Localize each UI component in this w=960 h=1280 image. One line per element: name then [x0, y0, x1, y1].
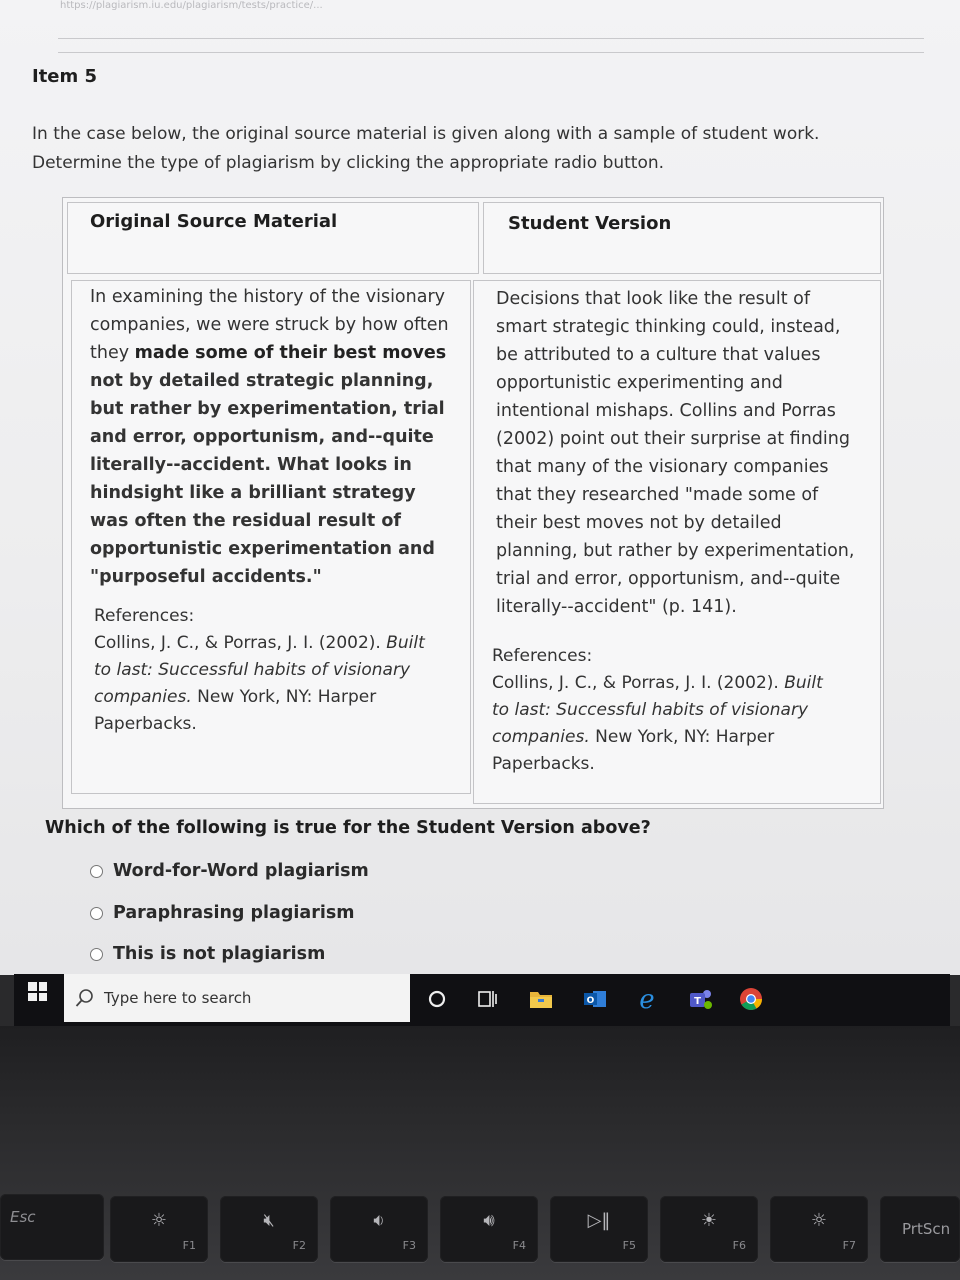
item-title: Item 5 — [32, 66, 98, 87]
key-f2[interactable] — [220, 1196, 318, 1262]
reference-line: Paperbacks. — [492, 754, 595, 774]
key-f6[interactable] — [660, 1196, 758, 1262]
key-prtscn[interactable] — [880, 1196, 960, 1262]
original-references — [94, 603, 464, 738]
original-line-bold: opportunistic experimentation and — [90, 539, 435, 559]
original-line-bold: hindsight like a brilliant strategy — [90, 483, 416, 503]
outlook-icon[interactable] — [580, 984, 610, 1014]
original-passage — [90, 283, 470, 591]
key-f1[interactable] — [110, 1196, 208, 1262]
divider — [58, 38, 924, 39]
reference-line — [492, 670, 876, 697]
student-line: their best moves not by detailed — [496, 513, 782, 533]
reference-line — [94, 657, 464, 684]
play-pause-icon: ▷‖ — [587, 1210, 611, 1231]
key-label: F7 — [842, 1239, 856, 1252]
radio-button[interactable] — [90, 948, 103, 961]
student-header-cell — [483, 202, 881, 274]
search-placeholder: Type here to search — [104, 989, 252, 1007]
option-label: Paraphrasing plagiarism — [113, 903, 355, 923]
windows-taskbar — [14, 974, 950, 1026]
reference-title: Built — [784, 673, 823, 693]
student-header: Student Version — [508, 213, 672, 234]
key-label: F3 — [402, 1239, 416, 1252]
volume-down-icon: 🔉︎ — [373, 1210, 385, 1231]
key-label: F6 — [732, 1239, 746, 1252]
student-line: literally--accident" (p. 141). — [496, 597, 737, 617]
teams-icon[interactable] — [686, 984, 716, 1014]
original-line: In examining the history of the visionary — [90, 287, 445, 307]
cortana-icon[interactable] — [422, 984, 452, 1014]
key-esc[interactable] — [0, 1194, 104, 1260]
student-line: planning, but rather by experimentation, — [496, 541, 855, 561]
divider — [58, 52, 924, 53]
key-f7[interactable] — [770, 1196, 868, 1262]
task-view-icon[interactable] — [472, 984, 502, 1014]
key-label: F1 — [182, 1239, 196, 1252]
student-line: trial and error, opportunism, and--quite — [496, 569, 841, 589]
reference-line — [94, 684, 464, 711]
references-label: References: — [492, 646, 593, 666]
reference-line — [492, 697, 876, 724]
original-line-bold: and error, opportunism, and--quite — [90, 427, 434, 447]
original-line-bold: "purposeful accidents." — [90, 567, 322, 587]
reference-author: Collins, J. C., & Porras, J. I. (2002). — [492, 673, 785, 693]
instructions-line-2: Determine the type of plagiarism by clicking the appropriate radio button. — [32, 153, 665, 173]
windows-start-icon[interactable] — [28, 982, 48, 1002]
key-label: F4 — [512, 1239, 526, 1252]
original-line — [90, 339, 470, 367]
mute-icon: 🔇︎ — [263, 1210, 275, 1231]
original-line-bold: was often the residual result of — [90, 511, 401, 531]
reference-line — [492, 724, 876, 751]
option-word-for-word[interactable] — [90, 861, 369, 881]
brightness-low-icon: ☀ — [700, 1210, 718, 1231]
reference-line: Paperbacks. — [94, 714, 197, 734]
student-line: be attributed to a culture that values — [496, 345, 821, 365]
original-line: companies, we were struck by how often — [90, 315, 449, 335]
reference-title: Built — [386, 633, 425, 653]
student-text-cell — [473, 280, 881, 804]
svg-text:T: T — [694, 996, 701, 1007]
reference-title: companies. — [94, 687, 192, 707]
original-text-cell — [71, 280, 471, 794]
option-paraphrasing[interactable] — [90, 903, 354, 923]
key-f4[interactable] — [440, 1196, 538, 1262]
volume-up-icon: 🔊︎ — [483, 1210, 495, 1231]
student-line: intentional mishaps. Collins and Porras — [496, 401, 836, 421]
brightness-down-icon: ☼ — [150, 1210, 168, 1231]
reference-publisher: New York, NY: Harper — [589, 727, 775, 747]
reference-title: companies. — [492, 727, 590, 747]
student-passage — [496, 285, 880, 621]
original-line-bold: not by detailed strategic planning, — [90, 371, 434, 391]
student-line: that they researched "made some of — [496, 485, 819, 505]
key-label: F5 — [622, 1239, 636, 1252]
file-explorer-icon[interactable] — [526, 984, 556, 1014]
svg-text:e: e — [639, 986, 655, 1012]
svg-text:O: O — [586, 996, 595, 1006]
bold-span: made some of their best moves — [134, 343, 447, 363]
student-line: smart strategic thinking could, instead, — [496, 317, 841, 337]
original-header-cell — [67, 202, 479, 274]
student-line: opportunistic experimenting and — [496, 373, 783, 393]
plain-span: they — [90, 343, 135, 363]
original-line-bold: but rather by experimentation, trial — [90, 399, 445, 419]
radio-button[interactable] — [90, 865, 103, 878]
key-label: F2 — [292, 1239, 306, 1252]
student-line: Decisions that look like the result of — [496, 289, 811, 309]
reference-author: Collins, J. C., & Porras, J. I. (2002). — [94, 633, 387, 653]
chrome-icon[interactable] — [736, 984, 766, 1014]
instructions — [32, 120, 912, 178]
search-icon — [74, 987, 96, 1009]
reference-title: to last: Successful habits of visionary — [492, 700, 809, 720]
key-label: PrtScn — [902, 1220, 951, 1238]
instructions-line-1: In the case below, the original source material is given along with a sample of student work. — [32, 124, 820, 144]
key-f5[interactable] — [550, 1196, 648, 1262]
reference-title: to last: Successful habits of visionary — [94, 660, 411, 680]
option-label: This is not plagiarism — [113, 944, 326, 964]
option-not-plagiarism[interactable] — [90, 944, 325, 964]
student-line: (2002) point out their surprise at finding — [496, 429, 850, 449]
reference-line — [94, 630, 464, 657]
brightness-high-icon: ☼ — [810, 1210, 828, 1231]
references-label: References: — [94, 606, 195, 626]
original-line-bold: literally--accident. What looks in — [90, 455, 412, 475]
key-f3[interactable] — [330, 1196, 428, 1262]
radio-button[interactable] — [90, 907, 103, 920]
taskbar-search-box[interactable] — [64, 974, 410, 1022]
student-line: that many of the visionary companies — [496, 457, 829, 477]
original-header: Original Source Material — [90, 211, 338, 232]
case-table — [62, 197, 884, 809]
reference-publisher: New York, NY: Harper — [191, 687, 377, 707]
option-label: Word-for-Word plagiarism — [113, 861, 369, 881]
key-label: Esc — [10, 1208, 36, 1226]
url-fragment: https://plagiarism.iu.edu/plagiarism/tests/practice/... — [60, 0, 323, 11]
question-prompt: Which of the following is true for the Student Version above? — [45, 818, 651, 838]
student-references — [492, 643, 876, 778]
edge-icon[interactable] — [632, 984, 662, 1014]
